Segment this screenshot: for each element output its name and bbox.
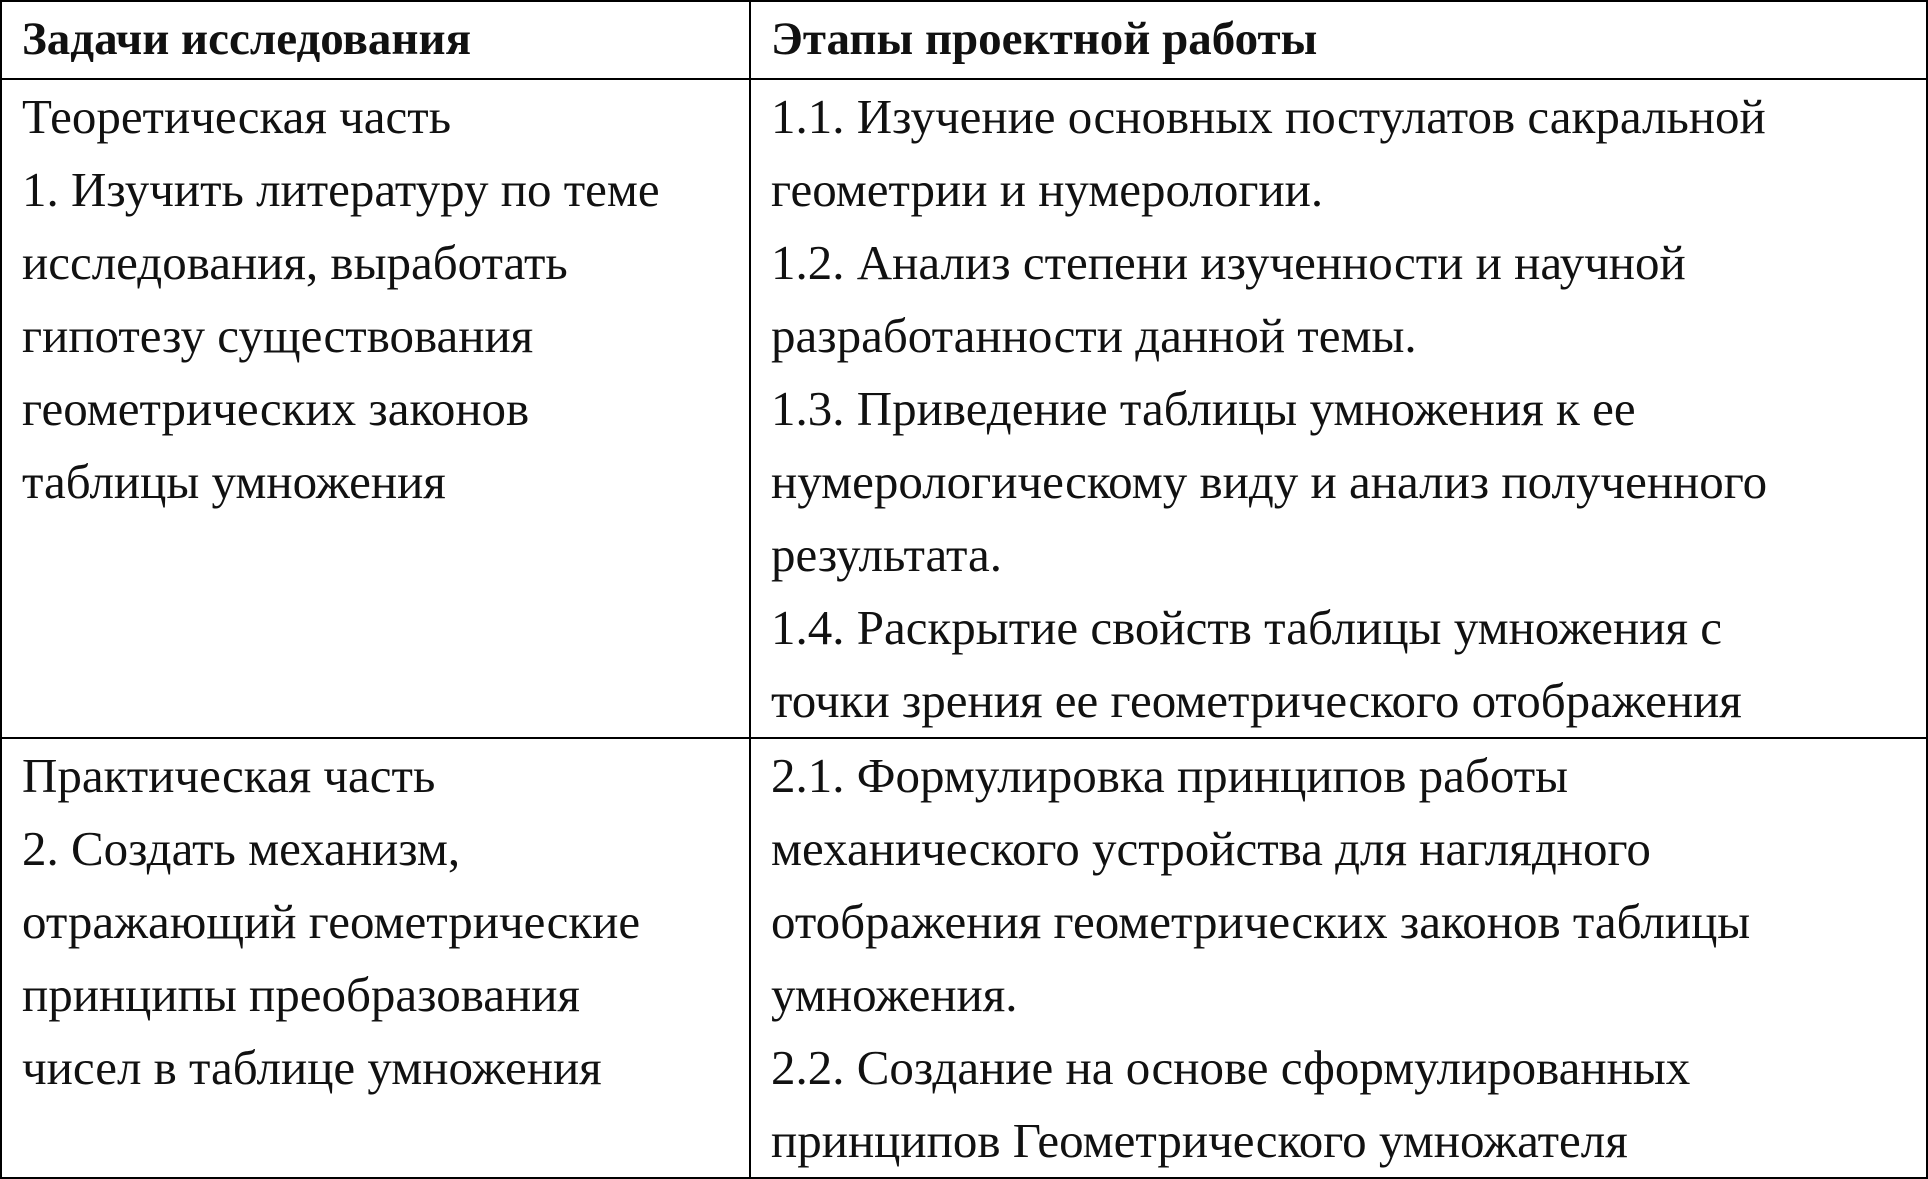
stage-text-line: результата. (771, 527, 1002, 582)
table-row-theoretical (1, 79, 1927, 738)
stage-text-line: 2.1. Формулировка принципов работы (771, 748, 1569, 803)
stage-text-line: 1.3. Приведение таблицы умножения к ее (771, 381, 1636, 436)
table-row-practical (1, 738, 1927, 1178)
stage-text-line: умножения. (771, 967, 1018, 1022)
stage-text-line: отображения геометрических законов таблицы (771, 894, 1751, 949)
task-text-line: исследования, выработать (22, 235, 568, 290)
task-text-line: 1. Изучить литературу по теме (22, 162, 660, 217)
stage-text-line: геометрии и нумерологии. (771, 162, 1324, 217)
cell-practical-tasks (1, 738, 750, 1178)
table-header-row (1, 1, 1927, 79)
cell-theoretical-tasks (1, 79, 750, 738)
task-text-line: принципы преобразования (22, 967, 580, 1022)
task-text-line: геометрических законов (22, 381, 530, 436)
stage-text-line: механического устройства для наглядного (771, 821, 1651, 876)
stage-text-line: 1.4. Раскрытие свойств таблицы умножения с (771, 600, 1723, 655)
stage-text-line: 1.2. Анализ степени изученности и научной (771, 235, 1686, 290)
task-text-line: чисел в таблице умножения (22, 1040, 602, 1095)
stage-text-line: 1.1. Изучение основных постулатов сакральной (771, 89, 1766, 144)
stage-text-line: точки зрения ее геометрического отображения (771, 673, 1742, 728)
task-text-line: 2. Создать механизм, (22, 821, 461, 876)
stage-text-line: разработанности данной темы. (771, 308, 1417, 363)
header-project-stages: Этапы проектной работы (750, 1, 1927, 79)
cell-theoretical-stages (750, 79, 1927, 738)
task-text-line: таблицы умножения (22, 454, 446, 509)
task-text-line: гипотезу существования (22, 308, 534, 363)
header-research-tasks: Задачи исследования (1, 1, 750, 79)
section-label-theoretical: Теоретическая часть (22, 89, 452, 144)
cell-practical-stages (750, 738, 1927, 1178)
section-label-practical: Практическая часть (22, 748, 436, 803)
task-text-line: отражающий геометрические (22, 894, 641, 949)
stage-text-line: принципов Геометрического умножателя (771, 1113, 1628, 1168)
stage-text-line: 2.2. Создание на основе сформулированных (771, 1040, 1691, 1095)
stage-text-line: нумерологическому виду и анализ полученного (771, 454, 1768, 509)
